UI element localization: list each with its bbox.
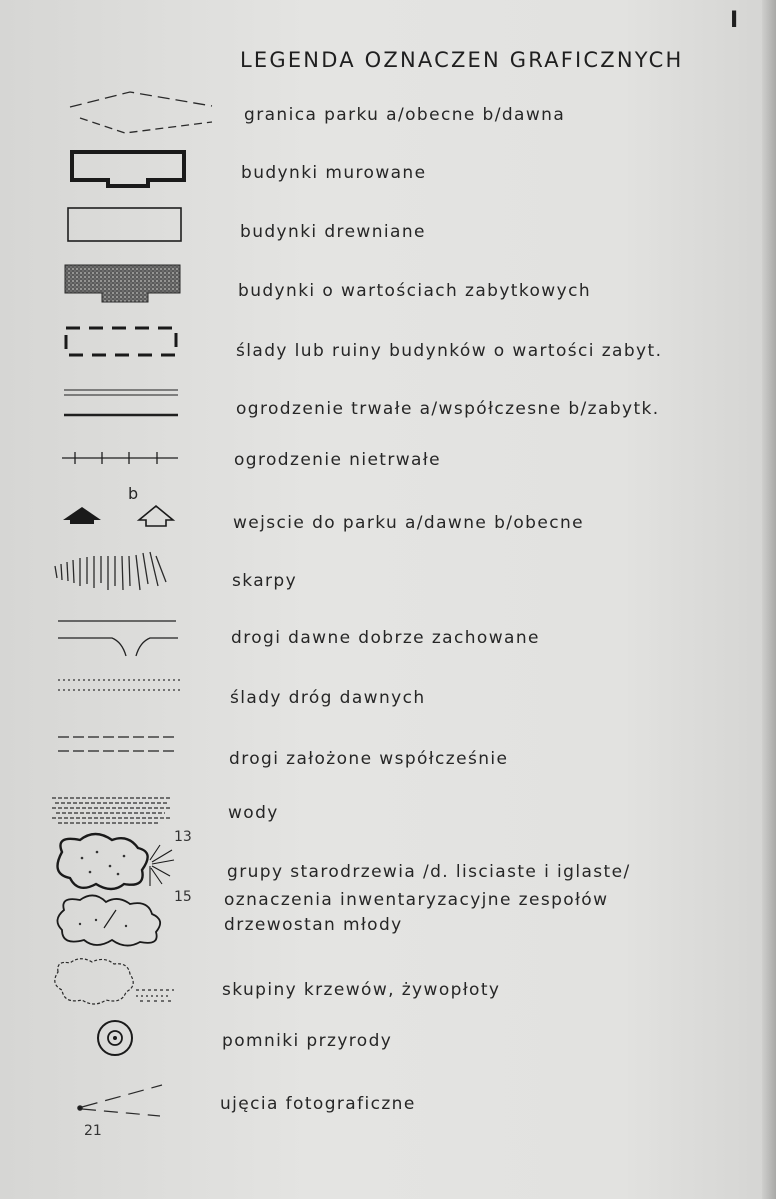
inventory-number: 15: [174, 889, 192, 905]
old-road-icon: [58, 621, 178, 656]
legend-label-natural-monuments: pomniki przyrody: [222, 1031, 393, 1051]
inventory-marking-icon: [57, 895, 160, 945]
legend-title: LEGENDA OZNACZEN GRAFICZNYCH: [240, 48, 684, 72]
legend-label-photo-viewpoints: ujęcia fotograficzne: [220, 1094, 416, 1114]
legend-label-old-roads: drogi dawne dobrze zachowane: [231, 628, 540, 648]
masonry-building-icon: [72, 152, 184, 186]
permanent-fence-icon: [64, 390, 178, 415]
page-number: I: [730, 8, 740, 33]
photo-viewpoint-icon: [78, 1085, 162, 1116]
legend-label-inventory-markings: oznaczenia inwentaryzacyjne zespołów: [224, 890, 609, 910]
legend-label-shrubs-hedges: skupiny krzewów, żywopłoty: [222, 980, 501, 1000]
legend-label-temporary-fence: ogrodzenie nietrwałe: [234, 450, 441, 470]
park-boundary-line-icon: [70, 92, 212, 133]
legend-label-road-traces: ślady dróg dawnych: [230, 688, 426, 708]
legend-label-masonry-buildings: budynki murowane: [241, 163, 427, 183]
legend-label-modern-roads: drogi założone współcześnie: [229, 749, 509, 769]
water-icon: [52, 798, 172, 823]
young-trees-icon: [79, 919, 127, 927]
entrance-marker-b: b: [128, 484, 140, 503]
tree-group-number: 13: [174, 829, 192, 845]
natural-monument-icon: [98, 1021, 132, 1055]
legend-label-park-boundary: granica parku a/obecne b/dawna: [244, 105, 566, 125]
road-traces-icon: [58, 680, 180, 690]
legend-label-slopes: skarpy: [232, 571, 298, 591]
legend-label-waters: wody: [228, 803, 279, 823]
viewpoint-number: 21: [84, 1123, 102, 1139]
shrubs-hedges-icon: [55, 959, 174, 1004]
legend-label-building-ruins: ślady lub ruiny budynków o wartości zabyt.: [236, 341, 663, 361]
modern-road-icon: [58, 737, 174, 751]
building-ruins-icon: [66, 328, 176, 355]
legend-label-old-tree-groups: grupy starodrzewia /d. lisciaste i iglaste/: [227, 862, 631, 882]
historic-building-icon: [65, 265, 180, 302]
old-tree-group-icon: [58, 834, 175, 889]
slope-hatching-icon: [55, 552, 166, 590]
temporary-fence-icon: [62, 452, 178, 464]
park-entrance-arrows-icon: [63, 506, 173, 526]
wooden-building-icon: [68, 208, 181, 241]
legend-label-park-entrance: wejscie do parku a/dawne b/obecne: [233, 513, 585, 533]
legend-label-young-trees: drzewostan młody: [224, 915, 403, 935]
legend-label-permanent-fence: ogrodzenie trwałe a/współczesne b/zabytk.: [236, 399, 660, 419]
legend-label-historic-buildings: budynki o wartościach zabytkowych: [238, 281, 591, 301]
legend-label-wooden-buildings: budynki drewniane: [240, 222, 426, 242]
